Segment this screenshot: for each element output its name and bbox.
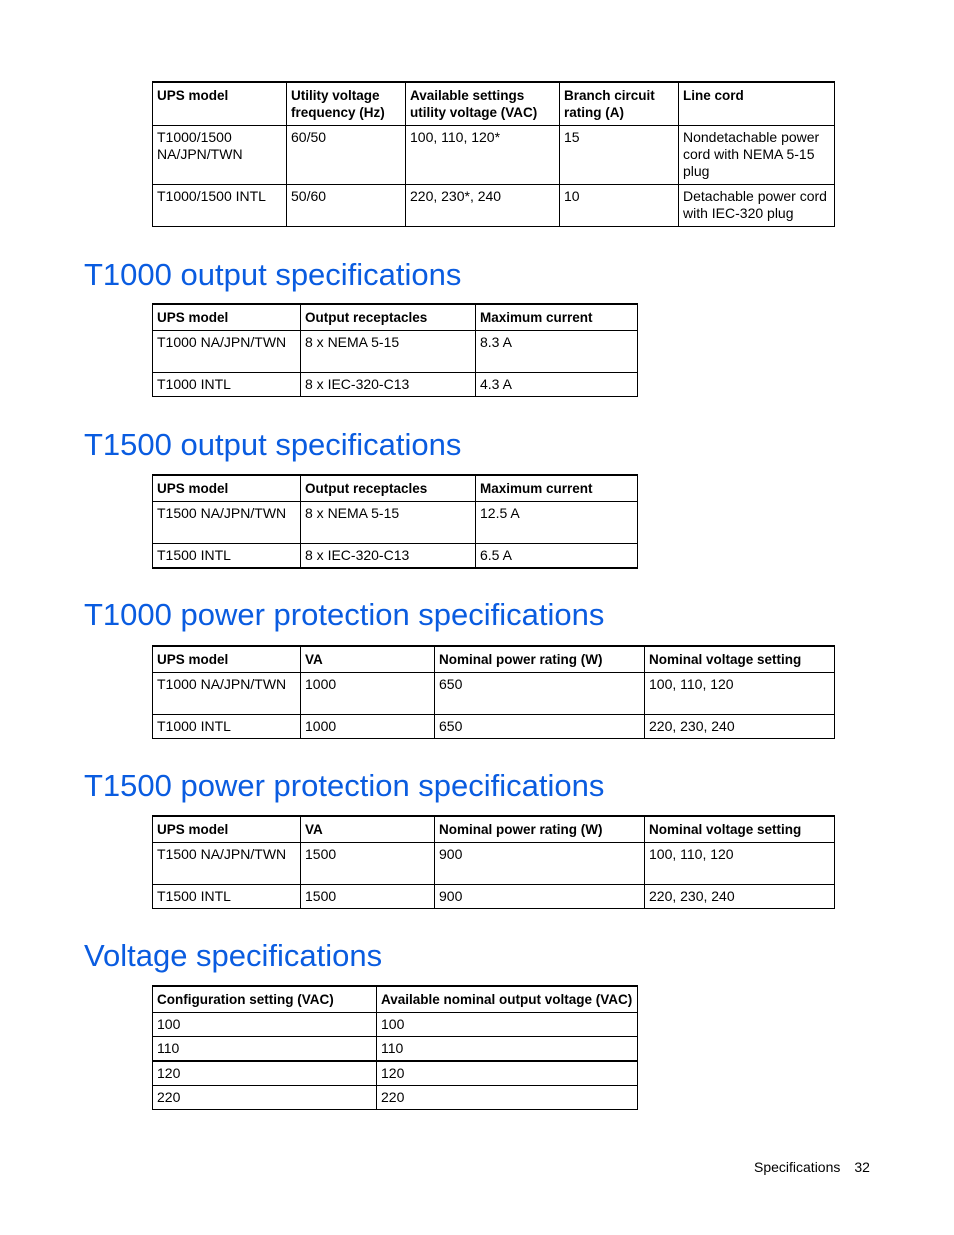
table-header-row [153, 304, 638, 331]
table-cell: 100 [377, 1013, 638, 1037]
table-cell: 1000 [301, 715, 435, 739]
table-cell: T1000/1500 INTL [153, 185, 287, 227]
t1000-output-table [152, 303, 638, 397]
column-header: Nominal voltage setting [645, 816, 835, 843]
table-cell: 900 [435, 885, 645, 909]
table-cell: 4.3 A [476, 373, 638, 397]
table-cell: T1500 NA/JPN/TWN [153, 843, 301, 885]
table-header-row [153, 986, 638, 1013]
table-cell: 8 x IEC-320-C13 [301, 373, 476, 397]
table-row [153, 1061, 638, 1086]
column-header: UPS model [153, 646, 301, 673]
column-header: UPS model [153, 816, 301, 843]
column-header: VA [301, 646, 435, 673]
table-row [153, 126, 835, 185]
table-cell: 120 [377, 1061, 638, 1086]
table-cell: T1500 INTL [153, 544, 301, 569]
input-specs-table [152, 81, 835, 227]
column-header: Maximum current [476, 475, 638, 502]
table-cell: T1000 INTL [153, 373, 301, 397]
section-heading-t1000-output: T1000 output specifications [84, 257, 462, 292]
column-header: Branch circuit rating (A) [560, 82, 679, 126]
table-cell: T1500 INTL [153, 885, 301, 909]
column-header: Line cord [679, 82, 835, 126]
table-cell: 8 x IEC-320-C13 [301, 544, 476, 569]
section-heading-t1500-output: T1500 output specifications [84, 427, 462, 462]
table-cell: 100 [153, 1013, 377, 1037]
table-cell: 8 x NEMA 5-15 [301, 331, 476, 373]
table-cell: 100, 110, 120 [645, 673, 835, 715]
column-header: VA [301, 816, 435, 843]
table-cell: Detachable power cord with IEC-320 plug [679, 185, 835, 227]
table-cell: 8.3 A [476, 331, 638, 373]
table-cell: 110 [153, 1037, 377, 1062]
table-cell: T1000 INTL [153, 715, 301, 739]
column-header: Nominal power rating (W) [435, 816, 645, 843]
column-header: Maximum current [476, 304, 638, 331]
table-cell: 10 [560, 185, 679, 227]
page-footer [754, 1158, 870, 1176]
column-header: Available settings utility voltage (VAC) [406, 82, 560, 126]
footer-section-label: Specifications [754, 1159, 841, 1175]
section-heading-voltage: Voltage specifications [84, 938, 383, 973]
column-header: Nominal power rating (W) [435, 646, 645, 673]
table-header-row [153, 816, 835, 843]
table-cell: T1000/1500 NA/JPN/TWN [153, 126, 287, 185]
table-cell: 50/60 [287, 185, 406, 227]
section-heading-t1000-power: T1000 power protection specifications [84, 597, 605, 632]
table-cell: 1500 [301, 843, 435, 885]
table-cell: 650 [435, 673, 645, 715]
table-row [153, 673, 835, 715]
column-header: UPS model [153, 475, 301, 502]
table-row [153, 544, 638, 569]
column-header: Configuration setting (VAC) [153, 986, 377, 1013]
table-row [153, 1037, 638, 1062]
table-row [153, 1086, 638, 1110]
table-cell: 220 [153, 1086, 377, 1110]
column-header: UPS model [153, 82, 287, 126]
t1500-output-table [152, 474, 638, 569]
table-cell: 220, 230*, 240 [406, 185, 560, 227]
table-cell: 1500 [301, 885, 435, 909]
table-cell: 110 [377, 1037, 638, 1062]
table-cell: 8 x NEMA 5-15 [301, 502, 476, 544]
table-cell: T1500 NA/JPN/TWN [153, 502, 301, 544]
table-cell: Nondetachable power cord with NEMA 5-15 plug [679, 126, 835, 185]
table-row [153, 1013, 638, 1037]
table-row [153, 843, 835, 885]
table-cell: 650 [435, 715, 645, 739]
table-cell: 6.5 A [476, 544, 638, 569]
table-cell: 15 [560, 126, 679, 185]
table-row [153, 331, 638, 373]
table-cell: 100, 110, 120 [645, 843, 835, 885]
table-row [153, 715, 835, 739]
table-cell: 220, 230, 240 [645, 715, 835, 739]
table-cell: 1000 [301, 673, 435, 715]
section-heading-t1500-power: T1500 power protection specifications [84, 768, 605, 803]
t1500-power-table [152, 815, 835, 909]
table-cell: 120 [153, 1061, 377, 1086]
table-row [153, 185, 835, 227]
column-header: Utility voltage frequency (Hz) [287, 82, 406, 126]
column-header: Nominal voltage setting [645, 646, 835, 673]
table-cell: T1000 NA/JPN/TWN [153, 673, 301, 715]
table-cell: 220 [377, 1086, 638, 1110]
t1000-power-table [152, 645, 835, 739]
column-header: Available nominal output voltage (VAC) [377, 986, 638, 1013]
table-cell: 100, 110, 120* [406, 126, 560, 185]
table-cell: 60/50 [287, 126, 406, 185]
page-number: 32 [854, 1159, 870, 1175]
table-row [153, 885, 835, 909]
table-cell: 900 [435, 843, 645, 885]
table-cell: 12.5 A [476, 502, 638, 544]
column-header: Output receptacles [301, 304, 476, 331]
table-cell: 220, 230, 240 [645, 885, 835, 909]
table-cell: T1000 NA/JPN/TWN [153, 331, 301, 373]
table-row [153, 502, 638, 544]
table-header-row [153, 475, 638, 502]
table-header-row [153, 82, 835, 126]
table-row [153, 373, 638, 397]
column-header: UPS model [153, 304, 301, 331]
voltage-table [152, 985, 638, 1110]
column-header: Output receptacles [301, 475, 476, 502]
table-header-row [153, 646, 835, 673]
